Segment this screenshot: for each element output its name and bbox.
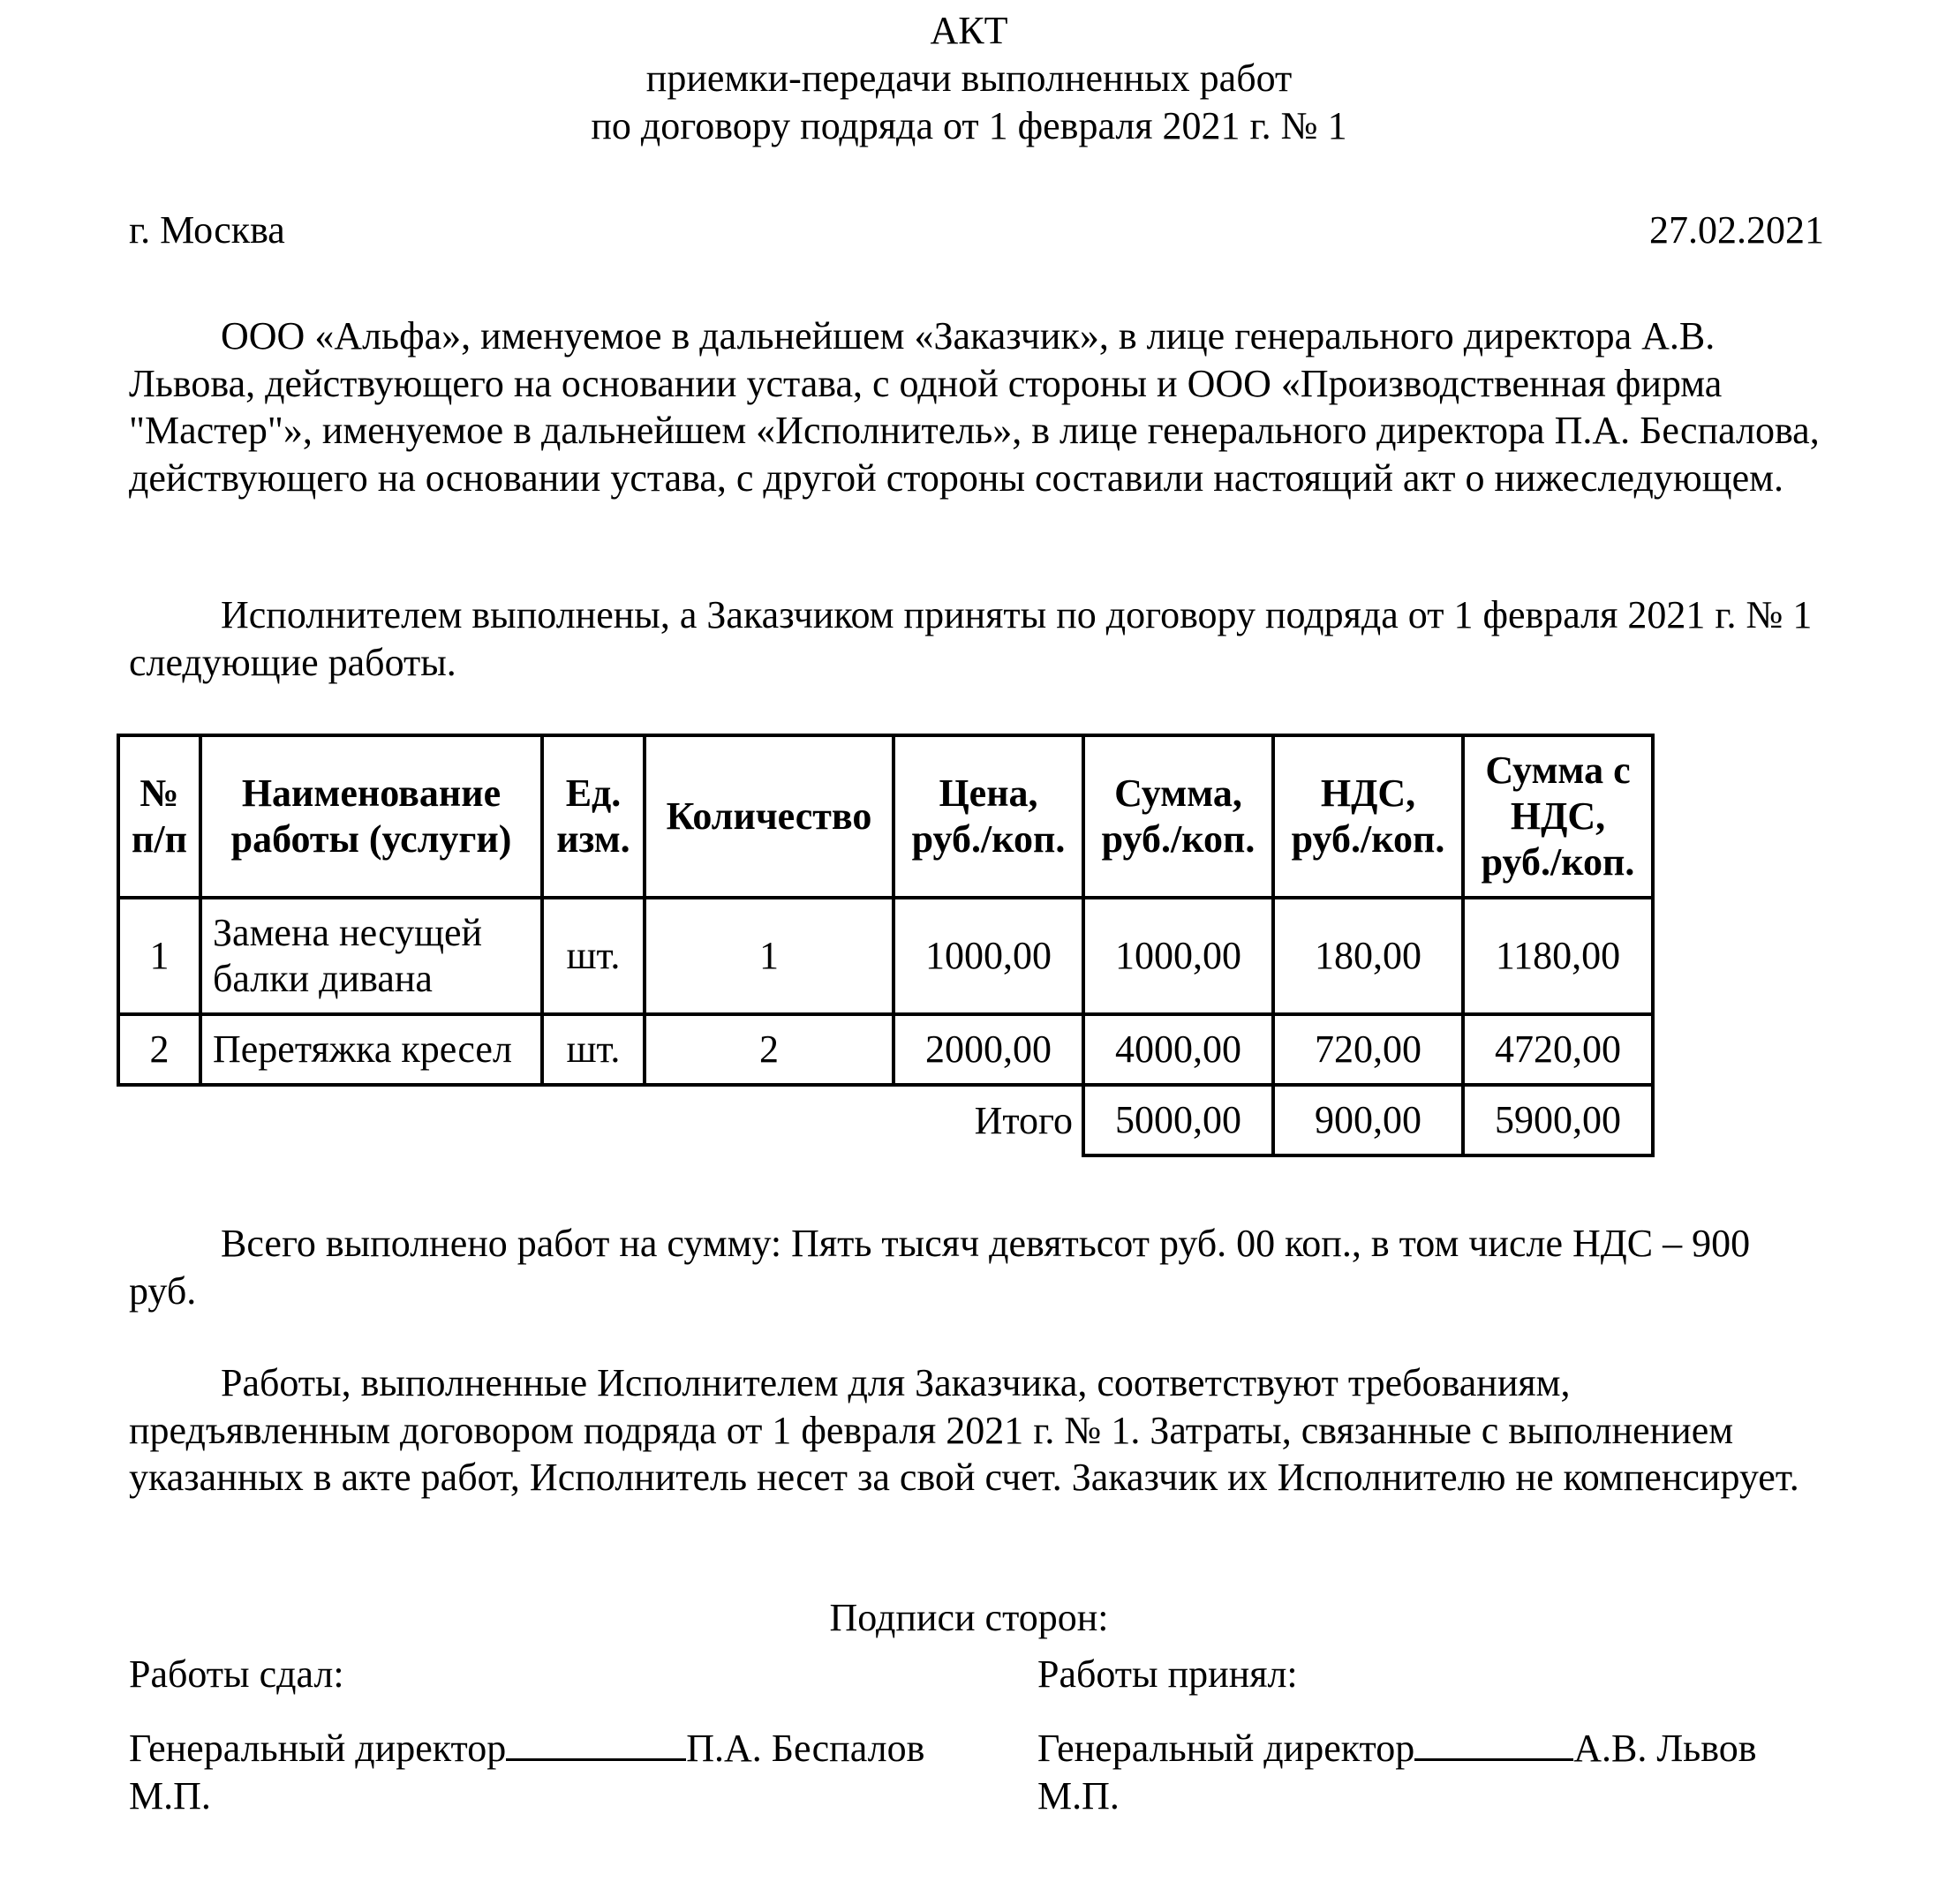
contractor-name: П.А. Беспалов — [686, 1727, 925, 1770]
total-sum-text: Всего выполнено работ на сумму: Пять тысяч девятьсот руб. 00 коп., в том числе НДС – 900 руб. — [129, 1222, 1751, 1313]
cell-num: 2 — [118, 1014, 200, 1085]
signature-underline — [506, 1723, 686, 1761]
cell-sum-vat: 4720,00 — [1463, 1014, 1653, 1085]
customer-name: А.В. Львов — [1573, 1727, 1757, 1770]
cell-name: Замена несущей балки дивана — [200, 898, 542, 1014]
table-row — [118, 1014, 1653, 1085]
customer-heading: Работы принял: — [1037, 1652, 1298, 1696]
header-name: Наименование работы (услуги) — [200, 735, 542, 898]
table-total-row — [118, 1085, 1653, 1155]
header-sum-vat: Сумма с НДС, руб./коп. — [1463, 735, 1653, 898]
cell-vat: 720,00 — [1273, 1014, 1463, 1085]
cell-price: 1000,00 — [894, 898, 1083, 1014]
header-vat: НДС, руб./коп. — [1273, 735, 1463, 898]
document-title: АКТ — [930, 9, 1008, 52]
works-intro-text: Исполнителем выполнены, а Заказчиком приняты по договору подряда от 1 февраля 2021 г. № 1 следующие работы. — [129, 593, 1813, 684]
cell-vat: 180,00 — [1273, 898, 1463, 1014]
cell-qty: 2 — [645, 1014, 894, 1085]
cell-unit: шт. — [542, 898, 645, 1014]
compliance-paragraph — [129, 1359, 1824, 1501]
document-subtitle-line2: по договору подряда от 1 февраля 2021 г. № 1 — [591, 104, 1347, 147]
document-subtitle-line1: приемки-передачи выполненных работ — [645, 56, 1293, 100]
cell-price: 2000,00 — [894, 1014, 1083, 1085]
signature-underline — [1414, 1723, 1573, 1761]
contractor-heading: Работы сдал: — [129, 1652, 344, 1696]
works-intro-paragraph — [129, 591, 1824, 686]
header-unit: Ед. изм. — [542, 735, 645, 898]
header-price: Цена, руб./коп. — [894, 735, 1083, 898]
header-num: № п/п — [118, 735, 200, 898]
total-label: Итого — [894, 1085, 1083, 1155]
contractor-role: Генеральный директор — [129, 1727, 507, 1770]
parties-text: ООО «Альфа», именуемое в дальнейшем «Заказчик», в лице генерального директора А.В. Львова, действующего на основании устава, с одной стороны и ООО «Производственная фирма "Мастер"», именуемое в дальнейшем «Исполнитель», в лице генерального директора П.А. Беспалова, действующего на основании устава, с другой стороны составили настоящий акт о нижеследующем. — [129, 314, 1820, 500]
table-header-row — [118, 735, 1653, 898]
cell-name: Перетяжка кресел — [200, 1014, 542, 1085]
works-table — [117, 734, 1655, 1157]
signature-block-customer — [1037, 1651, 1756, 1820]
contractor-stamp: М.П. — [129, 1774, 211, 1817]
total-sum-paragraph — [129, 1220, 1824, 1314]
date: 27.02.2021 — [1649, 208, 1824, 252]
total-sum: 5000,00 — [1083, 1085, 1273, 1155]
place: г. Москва — [129, 208, 285, 252]
compliance-text: Работы, выполненные Исполнителем для Заказчика, соответствуют требованиям, предъявленным договором подряда от 1 февраля 2021 г. № 1. Затраты, связанные с выполнением указанных в акте работ, Исполнитель несет за свой счет. Заказчик их Исполнителю не компенсирует. — [129, 1361, 1799, 1499]
customer-role: Генеральный директор — [1037, 1727, 1415, 1770]
header-sum: Сумма, руб./коп. — [1083, 735, 1273, 898]
customer-stamp: М.П. — [1037, 1774, 1120, 1817]
document-header — [0, 7, 1938, 150]
table-row — [118, 898, 1653, 1014]
signature-block-contractor — [129, 1651, 924, 1820]
cell-sum: 4000,00 — [1083, 1014, 1273, 1085]
cell-sum-vat: 1180,00 — [1463, 898, 1653, 1014]
signatures-title: Подписи сторон: — [829, 1596, 1109, 1639]
total-vat: 900,00 — [1273, 1085, 1463, 1155]
cell-unit: шт. — [542, 1014, 645, 1085]
cell-sum: 1000,00 — [1083, 898, 1273, 1014]
header-qty: Количество — [645, 735, 894, 898]
total-sum-vat: 5900,00 — [1463, 1085, 1653, 1155]
cell-num: 1 — [118, 898, 200, 1014]
cell-qty: 1 — [645, 898, 894, 1014]
contractor-signature-line — [129, 1723, 924, 1772]
customer-signature-line — [1037, 1723, 1756, 1772]
place-date-line — [129, 207, 1824, 254]
parties-paragraph — [129, 312, 1824, 501]
